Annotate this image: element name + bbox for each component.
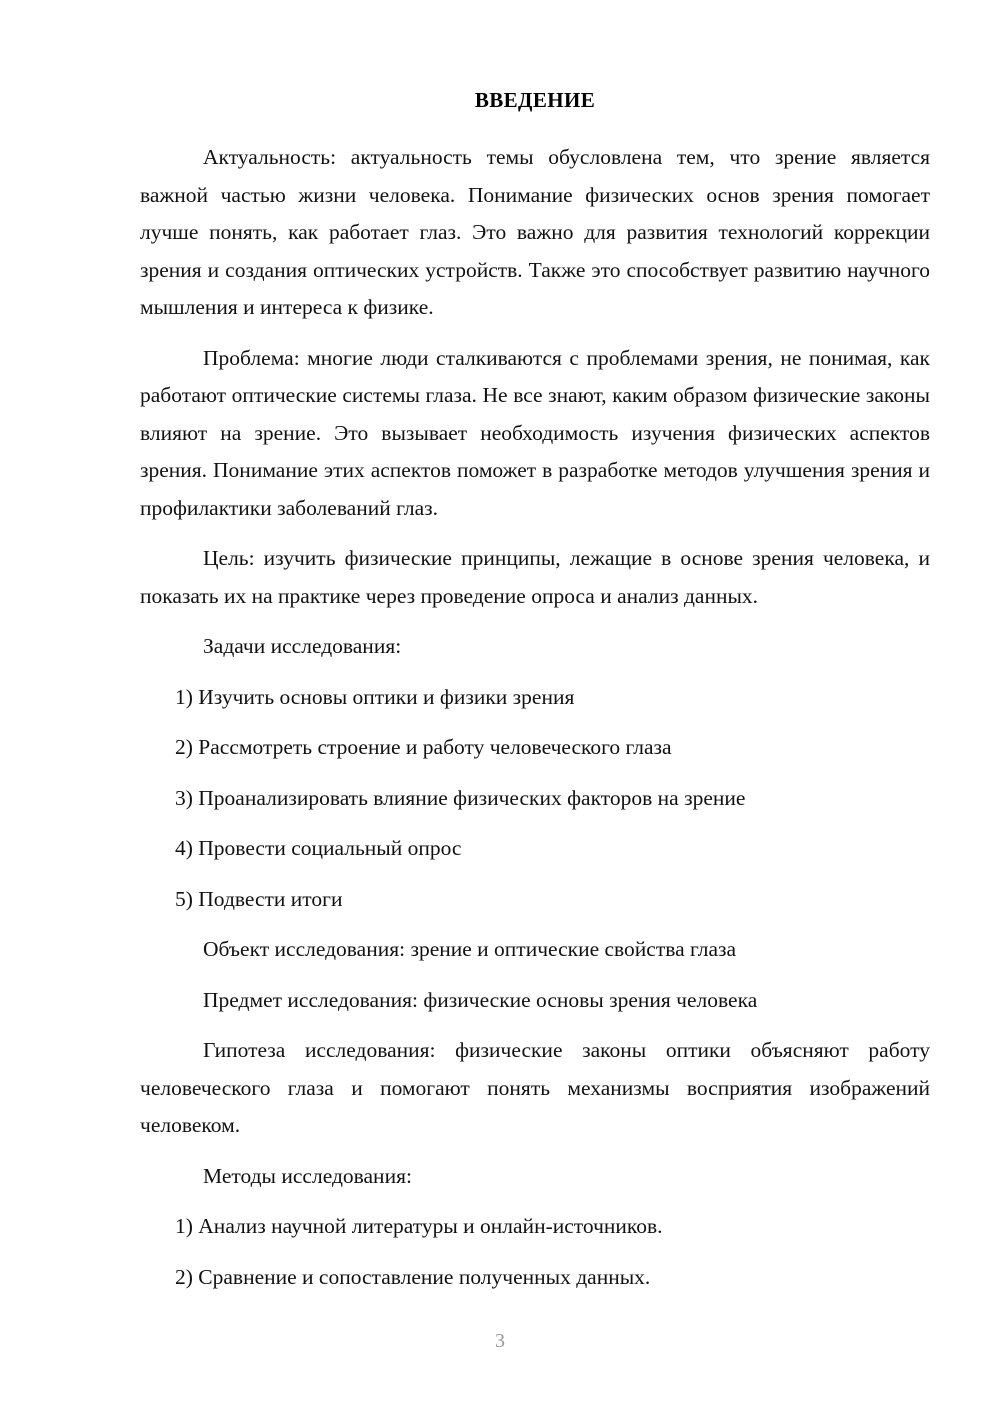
paragraph-problem: Проблема: многие люди сталкиваются с проблемами зрения, не понимая, как работают оптические системы глаза. Не все знают, каким образом физические законы влияют на зрение. Это вызывает необходимость изучения физических аспектов зрения. Понимание этих аспектов поможет в разработке методов улучшения зрения и профилактики заболеваний глаз. <box>140 345 930 520</box>
list-item: 5) Подвести итоги <box>175 886 343 911</box>
heading-tasks: Задачи исследования: <box>203 634 402 659</box>
list-item: 1) Изучить основы оптики и физики зрения <box>175 684 575 709</box>
paragraph-object: Объект исследования: зрение и оптические свойства глаза <box>203 937 737 962</box>
list-item: 3) Проанализировать влияние физических факторов на зрение <box>175 785 746 810</box>
paragraph-subject: Предмет исследования: физические основы зрения человека <box>203 987 758 1012</box>
heading-methods: Методы исследования: <box>203 1163 412 1188</box>
paragraph-goal: Цель: изучить физические принципы, лежащие в основе зрения человека, и показать их на практике через проведение опроса и анализ данных. <box>140 546 930 608</box>
page-title: ВВЕДЕНИЕ <box>474 88 596 112</box>
list-item: 4) Провести социальный опрос <box>175 836 462 861</box>
paragraph-relevance: Актуальность: актуальность темы обусловлена тем, что зрение является важной частью жизни человека. Понимание физических основ зрения помогает лучше понять, как работает глаз. Это важно для развития технологий коррекции зрения и создания оптических устройств. Также это способствует развитию научного мышления и интереса к физике. <box>140 145 930 320</box>
page-number: 3 <box>495 1330 505 1352</box>
list-item: 2) Сравнение и сопоставление полученных данных. <box>175 1264 651 1289</box>
list-item: 1) Анализ научной литературы и онлайн-источников. <box>175 1214 663 1239</box>
page-content <box>140 88 930 1309</box>
list-item: 2) Рассмотреть строение и работу человеческого глаза <box>175 735 672 760</box>
paragraph-hypothesis: Гипотеза исследования: физические законы оптики объясняют работу человеческого глаза и помогают понять механизмы восприятия изображений человеком. <box>140 1038 930 1138</box>
